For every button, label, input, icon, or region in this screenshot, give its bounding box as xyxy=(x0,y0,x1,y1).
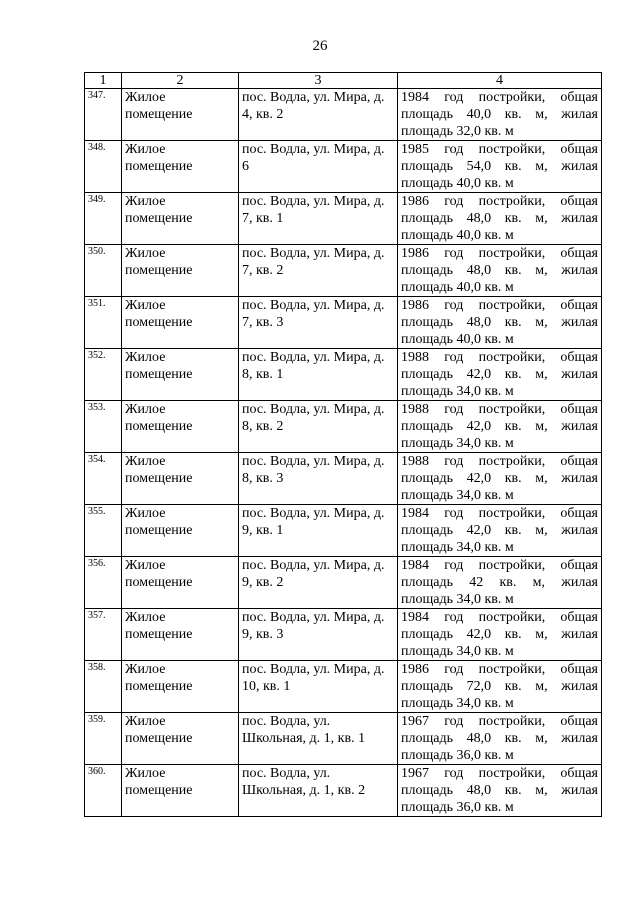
object-description: 1988 год постройки, общая площадь 42,0 кв. м, жилая площадь 34,0 кв. м xyxy=(398,401,602,453)
table-header-row xyxy=(85,73,602,89)
row-number: 358. xyxy=(85,661,122,713)
row-number: 350. xyxy=(85,245,122,297)
table-row xyxy=(85,193,602,245)
object-description: 1984 год постройки, общая площадь 42,0 кв. м, жилая площадь 34,0 кв. м xyxy=(398,505,602,557)
object-name: Жилое помещение xyxy=(122,453,239,505)
object-name: Жилое помещение xyxy=(122,245,239,297)
object-address: пос. Водла, ул. Мира, д. 9, кв. 2 xyxy=(239,557,398,609)
object-name: Жилое помещение xyxy=(122,349,239,401)
row-number: 351. xyxy=(85,297,122,349)
row-number: 347. xyxy=(85,89,122,141)
object-name: Жилое помещение xyxy=(122,661,239,713)
object-description: 1986 год постройки, общая площадь 72,0 кв. м, жилая площадь 34,0 кв. м xyxy=(398,661,602,713)
row-number: 352. xyxy=(85,349,122,401)
row-number: 354. xyxy=(85,453,122,505)
table-body xyxy=(85,89,602,817)
object-address: пос. Водла, ул. Мира, д. 10, кв. 1 xyxy=(239,661,398,713)
object-description: 1967 год постройки, общая площадь 48,0 кв. м, жилая площадь 36,0 кв. м xyxy=(398,765,602,817)
object-description: 1986 год постройки, общая площадь 48,0 кв. м, жилая площадь 40,0 кв. м xyxy=(398,193,602,245)
object-name: Жилое помещение xyxy=(122,765,239,817)
object-description: 1985 год постройки, общая площадь 54,0 кв. м, жилая площадь 40,0 кв. м xyxy=(398,141,602,193)
column-header-name: 2 xyxy=(122,73,239,89)
table-row xyxy=(85,89,602,141)
object-name: Жилое помещение xyxy=(122,713,239,765)
table-row xyxy=(85,609,602,661)
object-name: Жилое помещение xyxy=(122,401,239,453)
row-number: 356. xyxy=(85,557,122,609)
table-row xyxy=(85,713,602,765)
table-row xyxy=(85,349,602,401)
object-address: пос. Водла, ул. Мира, д. 9, кв. 3 xyxy=(239,609,398,661)
page-number: 26 xyxy=(312,38,328,54)
table-row xyxy=(85,557,602,609)
object-description: 1988 год постройки, общая площадь 42,0 кв. м, жилая площадь 34,0 кв. м xyxy=(398,349,602,401)
object-name: Жилое помещение xyxy=(122,505,239,557)
object-address: пос. Водла, ул. Мира, д. 8, кв. 3 xyxy=(239,453,398,505)
object-address: пос. Водла, ул. Мира, д. 7, кв. 3 xyxy=(239,297,398,349)
object-name: Жилое помещение xyxy=(122,297,239,349)
table-row xyxy=(85,505,602,557)
object-name: Жилое помещение xyxy=(122,89,239,141)
row-number: 348. xyxy=(85,141,122,193)
column-header-description: 4 xyxy=(398,73,602,89)
object-address: пос. Водла, ул. Мира, д. 8, кв. 1 xyxy=(239,349,398,401)
object-name: Жилое помещение xyxy=(122,609,239,661)
object-address: пос. Водла, ул. Мира, д. 6 xyxy=(239,141,398,193)
property-table xyxy=(84,72,602,817)
table-row xyxy=(85,401,602,453)
row-number: 357. xyxy=(85,609,122,661)
object-description: 1984 год постройки, общая площадь 40,0 кв. м, жилая площадь 32,0 кв. м xyxy=(398,89,602,141)
object-description: 1986 год постройки, общая площадь 48,0 кв. м, жилая площадь 40,0 кв. м xyxy=(398,297,602,349)
object-address: пос. Водла, ул. Мира, д. 7, кв. 1 xyxy=(239,193,398,245)
row-number: 359. xyxy=(85,713,122,765)
table-row xyxy=(85,141,602,193)
row-number: 349. xyxy=(85,193,122,245)
object-description: 1988 год постройки, общая площадь 42,0 кв. м, жилая площадь 34,0 кв. м xyxy=(398,453,602,505)
object-description: 1984 год постройки, общая площадь 42 кв. м, жилая площадь 34,0 кв. м xyxy=(398,557,602,609)
object-address: пос. Водла, ул. Мира, д. 9, кв. 1 xyxy=(239,505,398,557)
object-address: пос. Водла, ул. Школьная, д. 1, кв. 2 xyxy=(239,765,398,817)
table-row xyxy=(85,453,602,505)
object-description: 1984 год постройки, общая площадь 42,0 кв. м, жилая площадь 34,0 кв. м xyxy=(398,609,602,661)
object-address: пос. Водла, ул. Школьная, д. 1, кв. 1 xyxy=(239,713,398,765)
row-number: 353. xyxy=(85,401,122,453)
row-number: 355. xyxy=(85,505,122,557)
object-name: Жилое помещение xyxy=(122,557,239,609)
column-header-number: 1 xyxy=(85,73,122,89)
object-name: Жилое помещение xyxy=(122,141,239,193)
object-address: пос. Водла, ул. Мира, д. 8, кв. 2 xyxy=(239,401,398,453)
object-name: Жилое помещение xyxy=(122,193,239,245)
column-header-address: 3 xyxy=(239,73,398,89)
object-description: 1967 год постройки, общая площадь 48,0 кв. м, жилая площадь 36,0 кв. м xyxy=(398,713,602,765)
row-number: 360. xyxy=(85,765,122,817)
table-row xyxy=(85,765,602,817)
object-description: 1986 год постройки, общая площадь 48,0 кв. м, жилая площадь 40,0 кв. м xyxy=(398,245,602,297)
table-row xyxy=(85,245,602,297)
object-address: пос. Водла, ул. Мира, д. 4, кв. 2 xyxy=(239,89,398,141)
table-row xyxy=(85,297,602,349)
object-address: пос. Водла, ул. Мира, д. 7, кв. 2 xyxy=(239,245,398,297)
table-row xyxy=(85,661,602,713)
